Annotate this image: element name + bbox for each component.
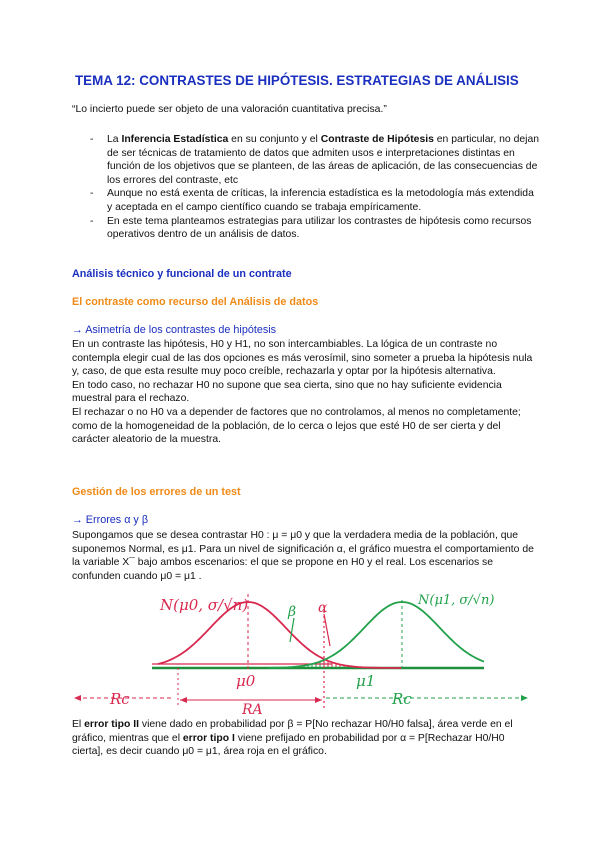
text-run: El: [72, 719, 85, 730]
bullet-item: [90, 187, 540, 214]
page-title: TEMA 12: CONTRASTES DE HIPÓTESIS. ESTRATEGIAS DE ANÁLISIS: [75, 73, 519, 88]
paragraph: En todo caso, no rechazar H0 no supone que sea cierta, sino que no hay suficiente evidencia muestral para el rechazo.: [72, 379, 502, 405]
arrowhead-icon: [74, 695, 81, 701]
rc-right-label: Rc: [392, 690, 412, 708]
bullet-text: en particular, no dejan de ser técnicas de tratamiento de datos que admiten usos e interpretaciones distintas en función de los objetivos que se planteen, de las áreas de aplicación, de las consecuencias de los errores del contraste, etc: [107, 134, 540, 186]
error-types-paragraph: [72, 718, 534, 759]
asymmetry-paragraphs: [72, 338, 534, 447]
bullet-dash: -: [90, 134, 94, 145]
red-curve-label: N(μ0, σ/√n): [160, 596, 249, 614]
text-run: viene dado en probabilidad por β = P[No rechazar H0/H0 falsa], área verde en el gráfico, mientras que el: [72, 719, 513, 744]
bullet-text: en su conjunto y el: [228, 134, 321, 145]
bullet-dash: -: [90, 188, 94, 200]
topic-arrow-title: → Asimetría de los contrastes de hipótesis: [72, 324, 277, 336]
paragraph: Supongamos que se desea contrastar H0 : μ = μ0 y que la verdadera media de la población, que suponemos Normal, es μ1. Para un nivel de significación α, el gráfico muestra el comportamiento de la variable X¯ bajo ambos escenarios: el que se propone en H0 y el real. Los escenarios se confunden cuando μ0 = μ1 .: [72, 530, 534, 582]
rc-left-label: Rc: [110, 690, 130, 708]
bullet-text: La: [107, 134, 122, 145]
subsection-heading: Gestión de los errores de un test: [72, 486, 241, 498]
bullet-text: En este tema planteamos estrategias para utilizar los contrastes de hipótesis como recursos operativos dentro de un análisis de datos.: [107, 215, 532, 241]
bullet-item: [90, 133, 540, 187]
hypothesis-test-figure: [72, 588, 534, 716]
intro-bullet-list: [90, 133, 540, 242]
text-run: viene prefijado en probabilidad por α = P[Rechazar H0/H0 cierta], es decir cuando μ0 = μ1, área roja en el gráfico.: [72, 732, 505, 758]
bold-term: Inferencia Estadística: [121, 134, 229, 145]
errors-paragraph: [72, 529, 534, 583]
arrowhead-icon: [180, 697, 187, 703]
ra-label: RA: [242, 702, 263, 716]
bullet-item: [90, 215, 540, 242]
bullet-dash: -: [90, 215, 94, 227]
subsection-heading: El contraste como recurso del Análisis de datos: [72, 296, 319, 308]
mu1-label: μ1: [356, 672, 376, 690]
h1-curve: [268, 602, 484, 668]
mu0-label: μ0: [236, 672, 256, 690]
topic-arrow-title: → Errores α y β: [72, 514, 149, 526]
arrowhead-icon: [521, 695, 528, 701]
beta-pointer: [290, 618, 294, 642]
bold-term: error tipo I: [182, 732, 235, 744]
opening-quote: “Lo incierto puede ser objeto de una valoración cuantitativa precisa.”: [72, 104, 387, 115]
paragraph: En un contraste las hipótesis, H0 y H1, no son intercambiables. La lógica de un contraste no contempla elegir cual de las dos opciones es más verosímil, sino someter a prueba la hipótesis nula y, caso, de que esta resulte muy poco creíble, rechazarla y optar por la hipótesis alternativa.: [72, 339, 533, 378]
bullet-text: Aunque no está exenta de críticas, la inferencia estadística es la metodología más extendida y aceptada en el campo científico cuando se trabaja empíricamente.: [107, 188, 534, 213]
alpha-label: α: [318, 600, 328, 616]
bold-term: Contraste de Hipótesis: [320, 134, 434, 145]
arrowhead-icon: [315, 697, 322, 703]
beta-label: β: [288, 604, 297, 620]
section-heading: Análisis técnico y funcional de un contrate: [72, 268, 292, 280]
paragraph: El rechazar o no H0 va a depender de factores que no controlamos, al menos no completamente; como de la homogeneidad de la población, de lo cerca o lejos que esté H0 de ser cierta y del carácter aleatorio de la muestra.: [72, 406, 521, 446]
green-curve-label: N(μ1, σ/√n): [418, 593, 495, 608]
distribution-curves: [72, 588, 534, 716]
bold-term: error tipo II: [84, 719, 139, 730]
alpha-pointer: [324, 614, 330, 646]
